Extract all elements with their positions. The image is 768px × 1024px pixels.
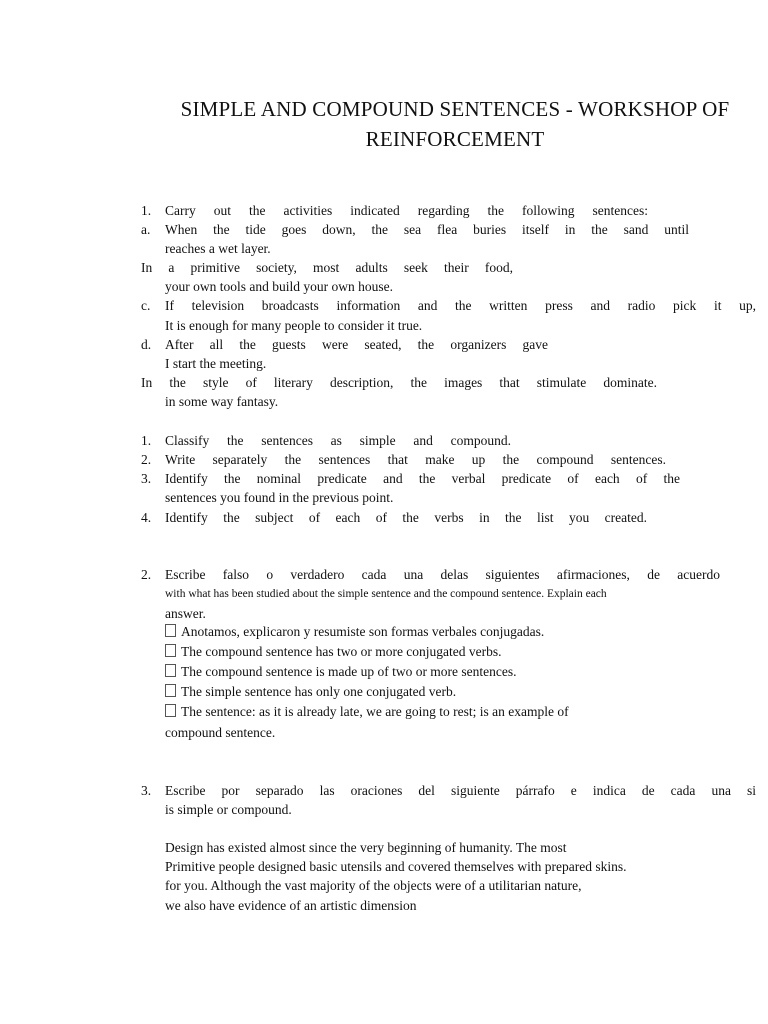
statement-3 — [165, 663, 517, 680]
task-4-number: 4. — [141, 510, 152, 525]
paragraph-line-1: Design has existed almost since the very beginning of humanity. The most — [165, 840, 567, 855]
task-1-text: Classify the sentences as simple and compound. — [165, 433, 511, 448]
item-b-line-2: your own tools and build your own house. — [165, 279, 393, 294]
item-c-marker: c. — [141, 298, 151, 313]
section-3-number: 3. — [141, 783, 152, 798]
item-a-line-2: reaches a wet layer. — [165, 241, 271, 256]
item-e-line-2: in some way fantasy. — [165, 394, 279, 409]
checkbox-glyph-icon — [165, 624, 176, 637]
statement-4-text: The simple sentence has only one conjugated verb. — [181, 684, 457, 699]
section-2-number: 2. — [141, 567, 152, 582]
item-d-marker: d. — [141, 337, 152, 352]
statement-2 — [165, 643, 502, 660]
paragraph-line-2: Primitive people designed basic utensils and covered themselves with prepared skins. — [165, 859, 627, 874]
checkbox-glyph-icon — [165, 704, 176, 717]
document-title-line-1: SIMPLE AND COMPOUND SENTENCES - WORKSHOP OF — [180, 97, 730, 121]
task-1-number: 1. — [141, 433, 152, 448]
task-3-continued: sentences you found in the previous point. — [165, 490, 394, 505]
section-2-line-2: with what has been studied about the simple sentence and the compound sentence. Explain each — [165, 588, 607, 600]
checkbox-glyph-icon — [165, 684, 176, 697]
statement-1-text: Anotamos, explicaron y resumiste son formas verbales conjugadas. — [181, 624, 545, 639]
item-d-line-2: I start the meeting. — [165, 356, 267, 371]
section-1-heading: Carry out the activities indicated regarding the following sentences: — [165, 203, 648, 218]
section-1-number: 1. — [141, 203, 152, 218]
task-3-text: Identify the nominal predicate and the verbal predicate of each of the — [165, 471, 680, 486]
statement-1 — [165, 623, 544, 640]
item-d-line-1: After all the guests were seated, the organizers gave — [165, 337, 548, 352]
statement-4 — [165, 683, 456, 700]
paragraph-line-3: for you. Although the vast majority of the objects were of a utilitarian nature, — [165, 878, 582, 893]
statement-5-text: The sentence: as it is already late, we are going to rest; is an example of — [181, 704, 569, 719]
item-c-line-1: If television broadcasts information and the written press and radio pick it up, — [165, 298, 756, 313]
checkbox-glyph-icon — [165, 664, 176, 677]
task-2-number: 2. — [141, 452, 152, 467]
checkbox-glyph-icon — [165, 644, 176, 657]
task-2-text: Write separately the sentences that make up the compound sentences. — [165, 452, 666, 467]
item-a-marker: a. — [141, 222, 151, 237]
paragraph-line-4: we also have evidence of an artistic dimension — [165, 898, 417, 913]
item-e-line-1: In the style of literary description, the images that stimulate dominate. — [141, 375, 657, 390]
item-c-line-2: It is enough for many people to consider it true. — [165, 318, 423, 333]
document-title-line-2: REINFORCEMENT — [365, 127, 545, 151]
statement-3-text: The compound sentence is made up of two or more sentences. — [181, 664, 517, 679]
item-b-line-1: In a primitive society, most adults seek their food, — [141, 260, 513, 275]
task-3-number: 3. — [141, 471, 152, 486]
section-3-line-2: is simple or compound. — [165, 802, 292, 817]
statement-2-text: The compound sentence has two or more conjugated verbs. — [181, 644, 502, 659]
item-a-line-1: When the tide goes down, the sea flea buries itself in the sand until — [165, 222, 689, 237]
statement-5-continued: compound sentence. — [165, 725, 276, 740]
task-4-text: Identify the subject of each of the verbs in the list you created. — [165, 510, 647, 525]
section-3-line-1: Escribe por separado las oraciones del siguiente párrafo e indica de cada una si — [165, 783, 756, 798]
section-2-line-3: answer. — [165, 606, 206, 621]
statement-5 — [165, 703, 569, 720]
section-2-line-1: Escribe falso o verdadero cada una delas siguientes afirmaciones, de acuerdo — [165, 567, 720, 582]
